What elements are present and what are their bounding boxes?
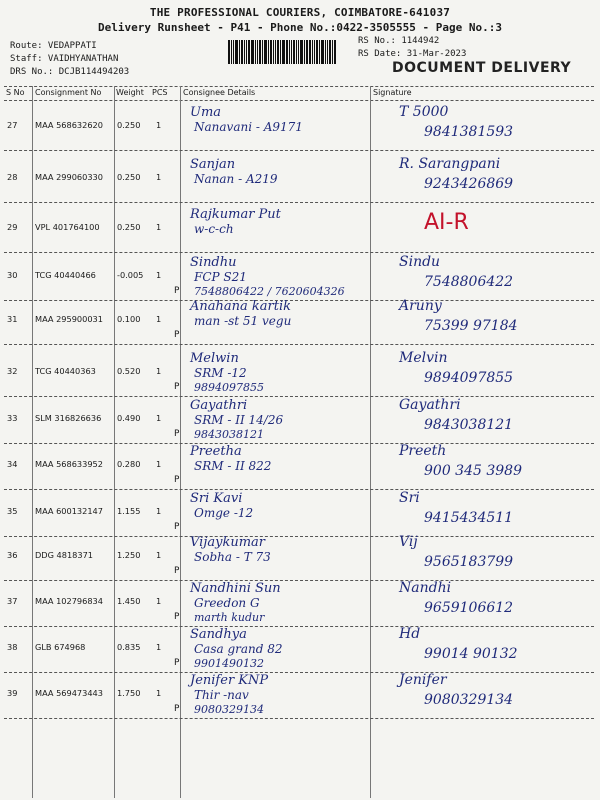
signature-name: AI-R bbox=[424, 210, 469, 235]
consignee-name: Sri Kavi bbox=[190, 491, 243, 506]
signature-name: Aruny bbox=[399, 298, 442, 314]
row-pcs: 1 bbox=[156, 688, 162, 698]
barcode-bar bbox=[251, 40, 254, 64]
consignee-address: Casa grand 82 bbox=[194, 642, 283, 656]
row-consignment-no: DDG 4818371 bbox=[35, 550, 94, 560]
row-pcs: 1 bbox=[156, 550, 162, 560]
row-sno: 34 bbox=[7, 459, 18, 469]
signature-name: Jenifer bbox=[399, 672, 447, 688]
signature-name: Sindu bbox=[399, 254, 441, 270]
row-weight: 1.750 bbox=[117, 688, 141, 698]
route-label: Route: VEDAPPATI bbox=[10, 41, 97, 51]
row-weight: 0.490 bbox=[117, 413, 141, 423]
row-pcs: 1 bbox=[156, 172, 162, 182]
col-header-consignee: Consignee Details bbox=[183, 88, 256, 97]
row-sno: 27 bbox=[7, 120, 18, 130]
row-weight: -0.005 bbox=[117, 270, 144, 280]
row-pcs: 1 bbox=[156, 270, 162, 280]
consignee-name: Vijaykumar bbox=[190, 535, 265, 550]
barcode-bar bbox=[306, 40, 308, 64]
signature-phone: 7548806422 bbox=[424, 274, 514, 290]
row-divider bbox=[4, 718, 594, 719]
row-weight: 0.250 bbox=[117, 172, 141, 182]
signature-name: Melvin bbox=[399, 350, 448, 366]
route-staff-block bbox=[10, 40, 129, 79]
signature-name: Hd bbox=[399, 626, 421, 642]
barcode-bar bbox=[334, 40, 336, 64]
row-consignment-no: MAA 295900031 bbox=[35, 314, 103, 324]
consignee-name: Sanjan bbox=[190, 157, 236, 172]
row-sno: 29 bbox=[7, 222, 18, 232]
col-header-sno: S No bbox=[6, 88, 25, 97]
signature-name: Preeth bbox=[399, 443, 447, 459]
runsheet-subtitle: Delivery Runsheet - P41 - Phone No.:0422-3505555 - Page No.:3 bbox=[98, 21, 502, 34]
barcode-bar bbox=[239, 40, 240, 64]
signature-phone: 9565183799 bbox=[424, 554, 514, 570]
row-pcs: 1 bbox=[156, 222, 162, 232]
signature-phone: 9841381593 bbox=[424, 124, 514, 140]
row-pcs: 1 bbox=[156, 459, 162, 469]
consignee-name: Rajkumar Put bbox=[190, 207, 281, 222]
parcel-mark: P bbox=[174, 612, 180, 622]
consignee-address: Thir -nav bbox=[194, 688, 249, 702]
barcode-bar bbox=[325, 40, 326, 64]
barcode-bar bbox=[233, 40, 234, 64]
barcode-bar bbox=[246, 40, 247, 64]
signature-phone: 9080329134 bbox=[424, 692, 514, 708]
row-weight: 0.250 bbox=[117, 120, 141, 130]
row-weight: 0.520 bbox=[117, 366, 141, 376]
barcode-bar bbox=[309, 40, 311, 64]
row-sno: 36 bbox=[7, 550, 18, 560]
row-sno: 30 bbox=[7, 270, 18, 280]
row-consignment-no: SLM 316826636 bbox=[35, 413, 102, 423]
signature-name: Nandhi bbox=[399, 580, 452, 596]
row-pcs: 1 bbox=[156, 120, 162, 130]
row-weight: 1.250 bbox=[117, 550, 141, 560]
barcode-bar bbox=[293, 40, 295, 64]
row-weight: 0.835 bbox=[117, 642, 141, 652]
parcel-mark: P bbox=[174, 566, 180, 576]
staff-label: Staff: VAIDHYANATHAN bbox=[10, 54, 119, 64]
parcel-mark: P bbox=[174, 286, 180, 296]
barcode-bar bbox=[319, 40, 320, 64]
col-header-signature: Signature bbox=[373, 88, 412, 97]
col-header-weight: Weight bbox=[116, 88, 144, 97]
row-pcs: 1 bbox=[156, 366, 162, 376]
barcode-bar bbox=[332, 40, 333, 64]
barcode-bar bbox=[312, 40, 313, 64]
barcode-bar bbox=[327, 40, 328, 64]
consignee-address: Greedon G bbox=[194, 596, 260, 610]
row-sno: 31 bbox=[7, 314, 18, 324]
document-delivery-stamp: DOCUMENT DELIVERY bbox=[392, 60, 572, 76]
rs-number: RS No.: 1144942 bbox=[358, 36, 440, 46]
consignee-phone: 9080329134 bbox=[194, 703, 264, 716]
signature-name: Sri bbox=[399, 490, 420, 506]
parcel-mark: P bbox=[174, 658, 180, 668]
barcode-bar bbox=[248, 40, 250, 64]
consignee-address: SRM - II 14/26 bbox=[194, 413, 284, 427]
barcode-bar bbox=[257, 40, 258, 64]
parcel-mark: P bbox=[174, 382, 180, 392]
barcode-bar bbox=[300, 40, 303, 64]
barcode-bar bbox=[286, 40, 288, 64]
row-consignment-no: TCG 40440363 bbox=[35, 366, 96, 376]
consignee-phone: 9843038121 bbox=[194, 428, 264, 441]
consignee-address: Omge -12 bbox=[194, 506, 254, 520]
barcode-bar bbox=[275, 40, 276, 64]
barcode-bar bbox=[289, 40, 290, 64]
row-consignment-no: VPL 401764100 bbox=[35, 222, 100, 232]
row-divider bbox=[4, 344, 594, 345]
parcel-mark: P bbox=[174, 330, 180, 340]
consignee-address: SRM -12 bbox=[194, 366, 247, 380]
signature-name: R. Sarangpani bbox=[399, 156, 501, 172]
row-consignment-no: TCG 40440466 bbox=[35, 270, 96, 280]
consignee-address: w-c-ch bbox=[194, 222, 234, 236]
row-weight: 0.250 bbox=[117, 222, 141, 232]
barcode-bar bbox=[273, 40, 274, 64]
row-sno: 32 bbox=[7, 366, 18, 376]
barcode-bar bbox=[329, 40, 331, 64]
consignee-name: Nandhini Sun bbox=[190, 581, 281, 596]
company-title: THE PROFESSIONAL COURIERS, COIMBATORE-641037 bbox=[149, 6, 451, 19]
row-sno: 38 bbox=[7, 642, 18, 652]
row-pcs: 1 bbox=[156, 413, 162, 423]
parcel-mark: P bbox=[174, 522, 180, 532]
consignee-address: Sobha - T 73 bbox=[194, 550, 271, 564]
barcode-bar bbox=[262, 40, 263, 64]
consignee-name: Preetha bbox=[190, 444, 242, 459]
row-consignment-no: MAA 569473443 bbox=[35, 688, 103, 698]
row-consignment-no: MAA 600132147 bbox=[35, 506, 103, 516]
consignee-phone: 9894097855 bbox=[194, 381, 264, 394]
barcode-bar bbox=[277, 40, 279, 64]
consignee-name: Anahana kartik bbox=[190, 299, 291, 314]
signature-phone: 9415434511 bbox=[424, 510, 514, 526]
rs-date: RS Date: 31-Mar-2023 bbox=[358, 49, 467, 59]
signature-phone: 9659106612 bbox=[424, 600, 514, 616]
row-sno: 39 bbox=[7, 688, 18, 698]
barcode-bar bbox=[241, 40, 243, 64]
signature-name: Gayathri bbox=[399, 397, 461, 413]
consignee-name: Sindhu bbox=[190, 255, 237, 270]
barcode-bar bbox=[282, 40, 285, 64]
row-pcs: 1 bbox=[156, 596, 162, 606]
barcode-bar bbox=[228, 40, 230, 64]
row-consignment-no: GLB 674968 bbox=[35, 642, 86, 652]
parcel-mark: P bbox=[174, 429, 180, 439]
consignee-address: SRM - II 822 bbox=[194, 459, 272, 473]
signature-name: Vij bbox=[399, 534, 418, 550]
consignee-name: Jenifer KNP bbox=[190, 673, 269, 688]
consignee-phone: marth kudur bbox=[194, 611, 265, 624]
barcode-bar bbox=[316, 40, 318, 64]
table-header-rule bbox=[4, 100, 594, 101]
parcel-mark: P bbox=[174, 704, 180, 714]
col-header-consignment: Consignment No bbox=[35, 88, 102, 97]
runsheet-table bbox=[4, 86, 594, 798]
row-weight: 0.100 bbox=[117, 314, 141, 324]
barcode-bar bbox=[235, 40, 238, 64]
barcode-bar bbox=[268, 40, 269, 64]
row-divider bbox=[4, 150, 594, 151]
barcode-bar bbox=[231, 40, 232, 64]
row-weight: 1.155 bbox=[117, 506, 141, 516]
barcode bbox=[228, 40, 348, 64]
consignee-name: Melwin bbox=[190, 351, 239, 366]
row-consignment-no: MAA 102796834 bbox=[35, 596, 103, 606]
row-pcs: 1 bbox=[156, 642, 162, 652]
consignee-address: Nanan - A219 bbox=[194, 172, 278, 186]
consignee-name: Sandhya bbox=[190, 627, 247, 642]
signature-phone: 75399 97184 bbox=[424, 318, 518, 334]
consignee-address: FCP S21 bbox=[194, 270, 247, 284]
signature-name: T 5000 bbox=[399, 104, 449, 120]
barcode-bar bbox=[280, 40, 281, 64]
barcode-bar bbox=[244, 40, 245, 64]
signature-phone: 99014 90132 bbox=[424, 646, 518, 662]
consignee-name: Gayathri bbox=[190, 398, 248, 413]
parcel-mark: P bbox=[174, 475, 180, 485]
barcode-bar bbox=[304, 40, 305, 64]
barcode-bar bbox=[291, 40, 292, 64]
consignee-name: Uma bbox=[190, 105, 222, 120]
row-sno: 28 bbox=[7, 172, 18, 182]
barcode-bar bbox=[270, 40, 272, 64]
consignee-address: Nanavani - A9171 bbox=[194, 120, 303, 134]
row-consignment-no: MAA 299060330 bbox=[35, 172, 103, 182]
col-header-pcs: PCS bbox=[152, 88, 168, 97]
table-top-rule bbox=[4, 86, 594, 87]
rs-block bbox=[358, 35, 466, 61]
consignee-address: man -st 51 vegu bbox=[194, 314, 292, 328]
barcode-bar bbox=[259, 40, 261, 64]
row-sno: 33 bbox=[7, 413, 18, 423]
barcode-bar bbox=[264, 40, 267, 64]
consignee-phone: 7548806422 / 7620604326 bbox=[194, 285, 345, 298]
row-pcs: 1 bbox=[156, 506, 162, 516]
barcode-bar bbox=[314, 40, 315, 64]
consignee-phone: 9901490132 bbox=[194, 657, 264, 670]
barcode-bar bbox=[255, 40, 256, 64]
barcode-bar bbox=[296, 40, 297, 64]
signature-phone: 9843038121 bbox=[424, 417, 514, 433]
row-consignment-no: MAA 568633952 bbox=[35, 459, 103, 469]
drs-label: DRS No.: DCJB114494203 bbox=[10, 67, 130, 77]
signature-phone: 9243426869 bbox=[424, 176, 514, 192]
row-sno: 35 bbox=[7, 506, 18, 516]
row-sno: 37 bbox=[7, 596, 18, 606]
barcode-bar bbox=[298, 40, 299, 64]
row-weight: 1.450 bbox=[117, 596, 141, 606]
barcode-bar bbox=[321, 40, 324, 64]
row-consignment-no: MAA 568632620 bbox=[35, 120, 103, 130]
row-weight: 0.280 bbox=[117, 459, 141, 469]
signature-phone: 900 345 3989 bbox=[424, 463, 522, 479]
row-divider bbox=[4, 202, 594, 203]
row-pcs: 1 bbox=[156, 314, 162, 324]
signature-phone: 9894097855 bbox=[424, 370, 514, 386]
